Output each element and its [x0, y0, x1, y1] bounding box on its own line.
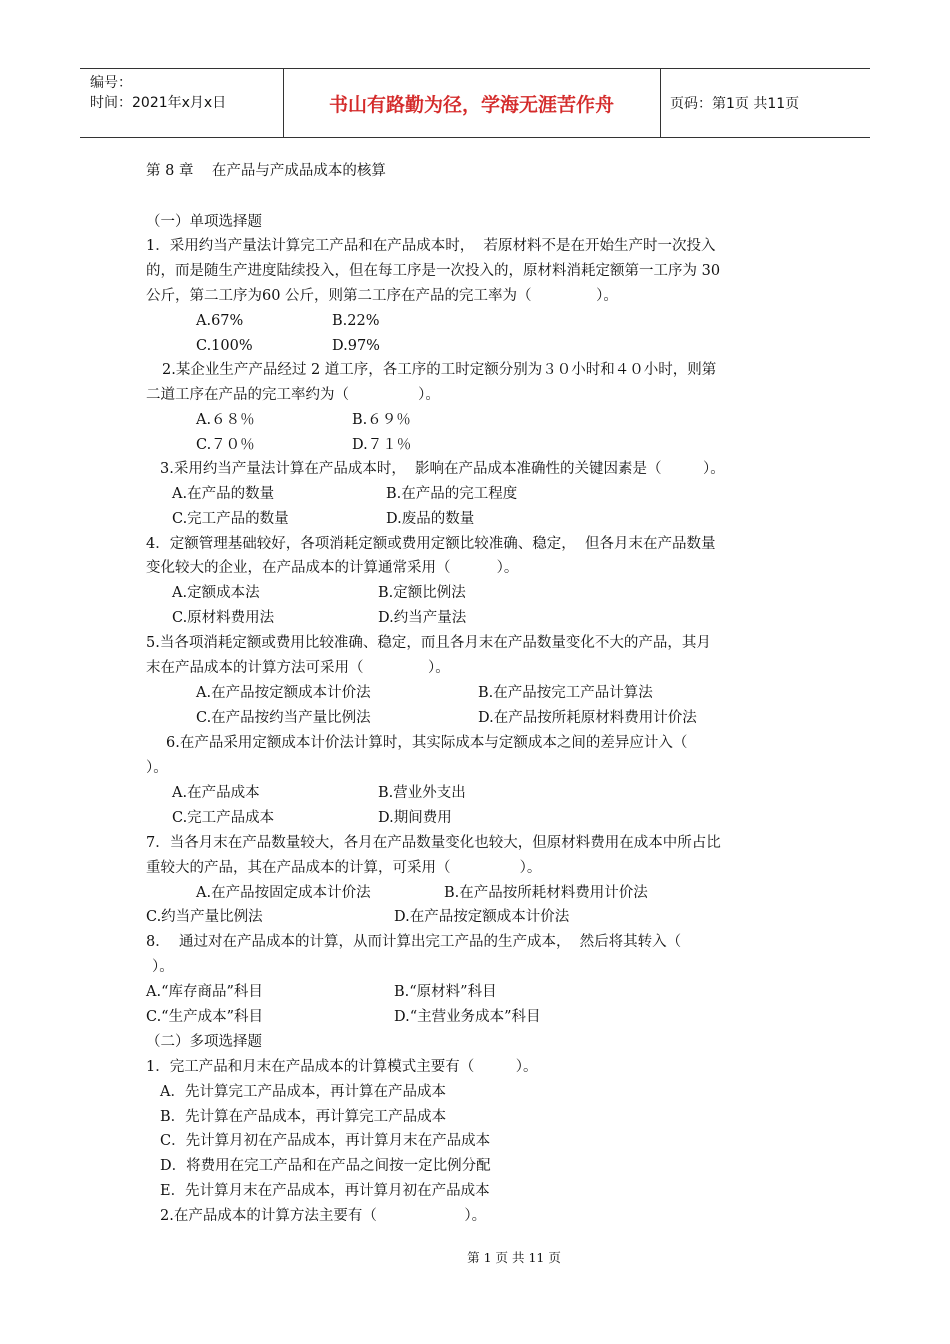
header-number-label: 编号：: [90, 75, 132, 91]
text-line: 第 8 章 在产品与产成品成本的核算: [146, 163, 386, 179]
text-line: D.“主营业务成本”科目: [394, 1009, 541, 1025]
text-line: 5.当各项消耗定额或费用比较准确、稳定，而且各月末在产品数量变化不大的产品，其月: [146, 635, 711, 651]
text-line: C.在产品按约当产量比例法: [196, 710, 371, 726]
text-line: D.在产品按所耗原材料费用计价法: [478, 710, 697, 726]
text-line: A.在产品按定额成本计价法: [196, 685, 371, 701]
page-footer: [0, 1248, 950, 1266]
text-line: C.“生产成本”科目: [146, 1009, 264, 1025]
text-line: ）。: [152, 959, 174, 975]
text-line: 二道工序在产品的完工率约为（ ）。: [146, 387, 440, 403]
text-line: ）。: [146, 760, 168, 776]
text-line: D.期间费用: [378, 810, 452, 826]
text-line: A.定额成本法: [172, 585, 260, 601]
text-line: 1．采用约当产量法计算完工产品和在产品成本时， 若原材料不是在开始生产时一次投入: [146, 238, 716, 254]
text-line: 公斤，第二工序为60 公斤，则第二工序在产品的完工率为（ ）。: [146, 288, 618, 304]
text-line: 1．完工产品和月末在产品成本的计算模式主要有（ ）。: [146, 1059, 538, 1075]
footer-page-number: 第 1 页 共 11 页: [467, 1250, 561, 1265]
document-header: [80, 68, 870, 138]
text-line: 3.采用约当产量法计算在产品成本时， 影响在产品成本准确性的关键因素是（ ）。: [160, 461, 725, 477]
text-line: A.在产品按固定成本计价法: [196, 885, 371, 901]
header-time-label: 时间：2021年x月x日: [90, 95, 227, 111]
text-line: A.“库存商品”科目: [146, 984, 263, 1000]
text-line: B.22%: [332, 313, 380, 329]
text-line: B.在产品按所耗材料费用计价法: [444, 885, 648, 901]
text-line: C.完工产品成本: [172, 810, 275, 826]
header-page-label: 页码：第1页 共11页: [670, 96, 800, 112]
text-line: A.在产品成本: [172, 785, 260, 801]
header-motto: 书山有路勤为径，学海无涯苦作舟: [328, 93, 614, 116]
text-line: C.约当产量比例法: [146, 909, 263, 925]
text-line: 8． 通过对在产品成本的计算，从而计算出完工产品的生产成本， 然后将其转入（: [146, 934, 682, 950]
text-line: A.67%: [196, 313, 244, 329]
text-line: E．先计算月末在产品成本，再计算月初在产品成本: [160, 1183, 490, 1199]
text-line: C.７０％: [196, 437, 255, 453]
text-line: D.在产品按定额成本计价法: [394, 909, 570, 925]
text-line: B.“原材料”科目: [394, 984, 497, 1000]
text-line: D.约当产量法: [378, 610, 467, 626]
text-line: 2.某企业生产产品经过 2 道工序，各工序的工时定额分别为３０小时和４０小时，则第: [162, 362, 717, 378]
text-line: C.原材料费用法: [172, 610, 275, 626]
header-divider-right: [660, 69, 661, 137]
text-line: 末在产品成本的计算方法可采用（ ）。: [146, 660, 450, 676]
text-line: C.100%: [196, 338, 253, 354]
text-line: A.６８％: [196, 412, 255, 428]
text-line: 变化较大的企业，在产品成本的计算通常采用（ ）。: [146, 560, 519, 576]
text-line: B.营业外支出: [378, 785, 466, 801]
text-line: 4．定额管理基础较好，各项消耗定额或费用定额比较准确、稳定， 但各月末在产品数量: [146, 536, 716, 552]
text-line: 重较大的产品，其在产品成本的计算，可采用（ ）。: [146, 860, 542, 876]
text-line: （二）多项选择题: [146, 1034, 262, 1050]
text-line: B.在产品的完工程度: [386, 486, 518, 502]
text-line: D.７１％: [352, 437, 412, 453]
text-line: C.完工产品的数量: [172, 511, 289, 527]
text-line: （一）单项选择题: [146, 214, 262, 230]
text-line: 7．当各月末在产品数量较大，各月在产品数量变化也较大，但原材料费用在成本中所占比: [146, 835, 721, 851]
text-line: B.在产品按完工产品计算法: [478, 685, 653, 701]
text-line: C．先计算月初在产品成本，再计算月末在产品成本: [160, 1133, 491, 1149]
text-line: 2.在产品成本的计算方法主要有（ ）。: [160, 1208, 487, 1224]
header-meta: [90, 73, 226, 113]
text-line: D.97%: [332, 338, 380, 354]
text-line: A.在产品的数量: [172, 486, 275, 502]
text-line: B.定额比例法: [378, 585, 466, 601]
text-line: 的，而是随生产进度陆续投入，但在每工序是一次投入的，原材料消耗定额第一工序为 30: [146, 263, 721, 279]
text-line: 6.在产品采用定额成本计价法计算时，其实际成本与定额成本之间的差异应计入（: [166, 735, 688, 751]
text-line: B.６９％: [352, 412, 411, 428]
text-line: B．先计算在产品成本，再计算完工产品成本: [160, 1109, 447, 1125]
text-line: A．先计算完工产品成本，再计算在产品成本: [160, 1084, 446, 1100]
text-line: D.废品的数量: [386, 511, 475, 527]
text-line: D．将费用在完工产品和在产品之间按一定比例分配: [160, 1158, 491, 1174]
